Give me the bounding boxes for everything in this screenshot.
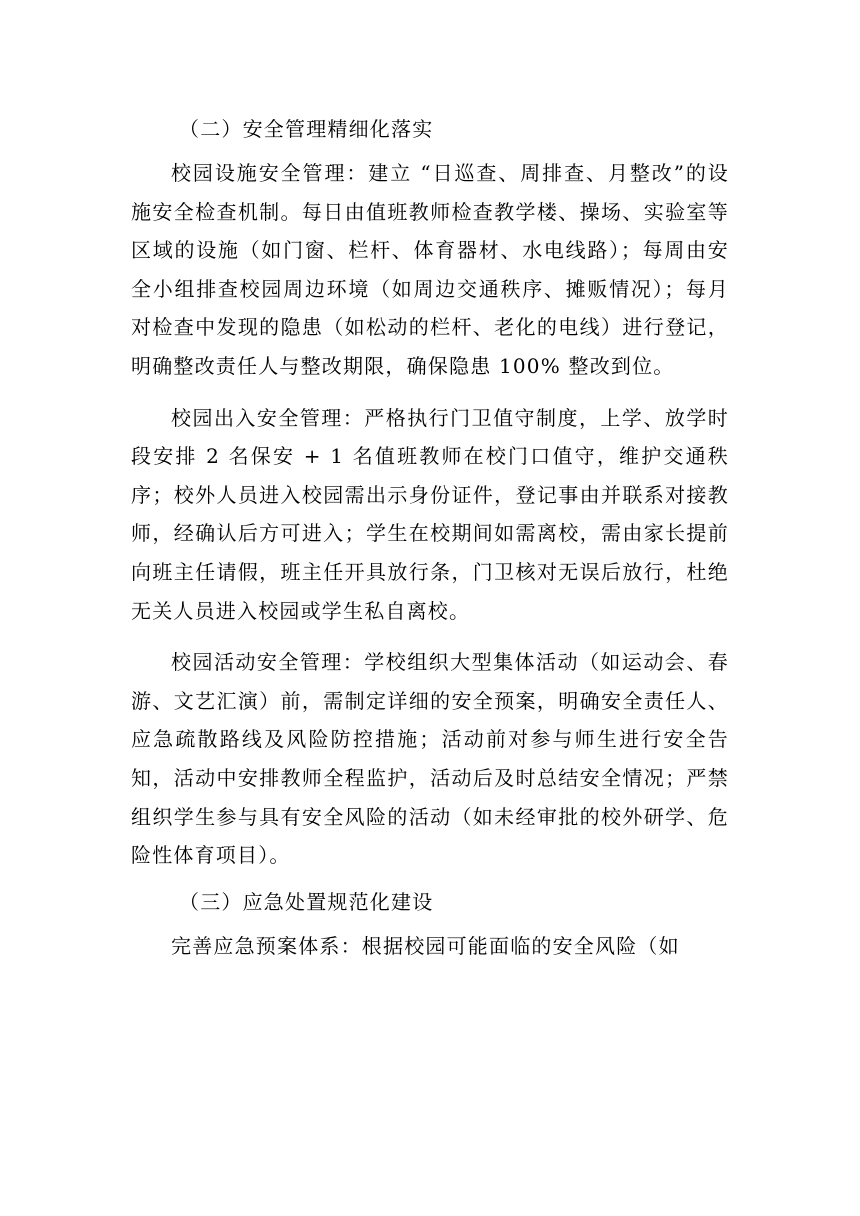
- document-page: [131, 104, 729, 965]
- paragraph-activity-safety: 校园活动安全管理：学校组织大型集体活动（如运动会、春游、文艺汇演）前，需制定详细的安全预案，明确安全责任人、应急疏散路线及风险防控措施；活动前对参与师生进行安全告知，活动中安排教师全程监护，活动后及时总结安全情况；严禁组织学生参与具有安全风险的活动（如未经审批的校外研学、危险性体育项目）。: [131, 650, 729, 868]
- paragraph-access-safety: 校园出入安全管理：严格执行门卫值守制度，上学、放学时段安排 2 名保安 + 1 名值班教师在校门口值守，维护交通秩序；校外人员进入校园需出示身份证件，登记事由并联系对接教师，经确认后方可进入；学生在校期间如需离校，需由家长提前向班主任请假，班主任开具放行条，门卫核对无误后放行，杜绝无关人员进入校园或学生私自离校。: [131, 405, 729, 623]
- paragraph-emergency-plan: 完善应急预案体系：根据校园可能面临的安全风险（如: [171, 933, 680, 958]
- section-heading-3: （三）应急处置规范化建设: [179, 889, 434, 914]
- paragraph-facility-safety: 校园设施安全管理：建立 “日巡查、周排查、月整改”的设施安全检查机制。每日由值班教师检查教学楼、操场、实验室等区域的设施（如门窗、栏杆、体育器材、水电线路）；每周由安全小组排查校园周边环境（如周边交通秩序、摊贩情况）；每月对检查中发现的隐患（如松动的栏杆、老化的电线）进行登记，明确整改责任人与整改期限，确保隐患 100% 整改到位。: [131, 161, 729, 378]
- section-heading-2: （二）安全管理精细化落实: [179, 117, 434, 141]
